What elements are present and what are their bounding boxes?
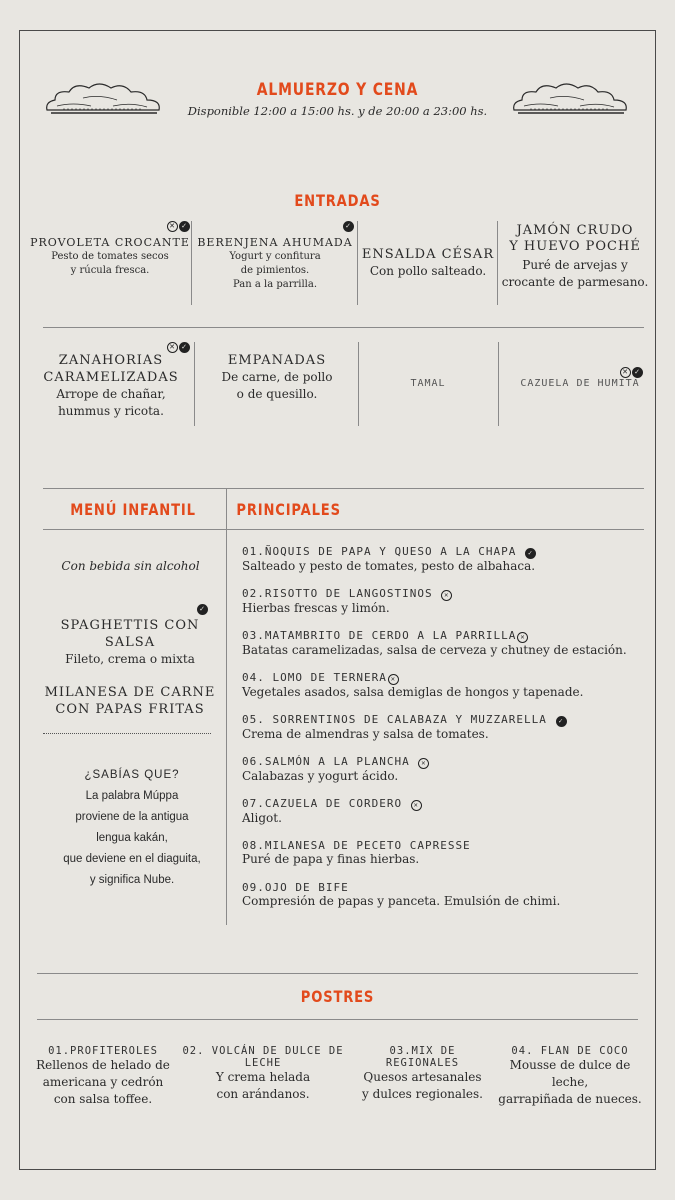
gluten-free-icon: ✕ [167,342,178,353]
vegetarian-icon: ✓ [525,548,536,559]
item-name: MILANESA DE PECETO CAPRESSE [264,839,471,852]
infantil-item-name: SPAGHETTIS CON SALSA [60,618,200,650]
entrada-desc: Con pollo salteado. [369,264,487,278]
infantil-title: MENÚ INFANTIL [70,500,196,519]
vegetarian-icon: ✓ [343,221,354,232]
vegetarian-icon: ✓ [632,367,643,378]
sabias-que [43,765,221,891]
principal-item [242,545,642,587]
principal-item [242,839,642,881]
item-desc: Vegetales asados, salsa demiglas de hongos y tapenade. [242,685,584,699]
item-name: SALMÓN A LA PLANCHA [264,755,410,768]
entrada-desc: de pimientos. [240,265,310,276]
entrada-desc: o de quesillo. [236,387,318,401]
sabias-title: ¿SABÍAS QUE? [84,769,180,781]
item-number: 03. [389,1045,412,1057]
entrada-desc: crocante de parmesano. [501,275,649,289]
entrada-name: BERENJENA AHUMADA [197,236,353,249]
principal-item [242,587,642,629]
infantil-item-name: MILANESA DE CARNE [44,685,216,700]
principales-list [242,545,642,923]
sabias-line: que deviene en el diaguita, [63,853,201,865]
vegetarian-icon: ✓ [179,342,190,353]
gluten-free-icon: ✕ [441,590,452,601]
principal-item [242,713,642,755]
principal-item [242,629,642,671]
item-name: ÑOQUIS DE PAPA Y QUESO A LA CHAPA [264,545,517,558]
postre-item [495,1045,645,1108]
item-desc: con arándanos. [216,1087,310,1101]
item-number: 03. [242,629,265,642]
item-desc: Compresión de papas y panceta. Emulsión de chimi. [242,894,561,908]
cloud-left-icon [43,80,165,118]
entrada-empanadas [198,352,356,403]
page-title: ALMUERZO Y CENA [256,80,419,100]
cloud-right-icon [510,80,632,118]
entrada-desc: De carne, de pollo [221,370,333,384]
postre-item [33,1045,173,1108]
item-desc: americana y cedrón [42,1075,164,1089]
item-number: 01. [48,1045,71,1057]
item-number: 05. [242,713,265,726]
item-number: 07. [242,797,265,810]
item-number: 08. [242,839,265,852]
item-name: MATAMBRITO DE CERDO A LA PARRILLA [264,629,517,642]
divider [43,488,644,489]
postres-title: POSTRES [300,987,375,1006]
divider [37,1019,638,1020]
dotted-divider [43,733,211,734]
diet-icons [166,220,190,232]
infantil-item-desc: Fileto, crema o mixta [65,652,195,666]
divider [194,342,195,426]
diet-icons [166,341,190,353]
principal-item [242,671,642,713]
entrada-tamal: TAMAL [410,378,446,389]
divider [37,973,638,974]
entrada-name: ENSALDA CÉSAR [361,247,495,262]
infantil-milanesa [35,684,225,718]
divider [226,488,227,925]
principal-item [242,797,642,839]
header [160,80,515,118]
sabias-line: La palabra Múppa [85,790,179,802]
item-desc: Aligot. [242,811,282,825]
entrada-desc: Pesto de tomates secos [51,251,169,262]
item-desc: Hierbas frescas y limón. [242,601,390,615]
item-desc: Rellenos de helado de [36,1058,170,1072]
item-desc: Calabazas y yogurt ácido. [242,769,399,783]
divider [498,342,499,426]
item-number: 09. [242,881,265,894]
entrada-name: EMPANADAS [227,353,327,368]
entrada-name: PROVOLETA CROCANTE [30,236,190,249]
vegetarian-icon: ✓ [556,716,567,727]
entrada-desc: hummus y ricota. [58,404,164,418]
entradas-title: ENTRADAS [294,191,381,210]
sabias-line: y significa Nube. [89,874,175,886]
entrada-provoleta [30,236,190,278]
item-desc: Puré de papa y finas hierbas. [242,852,420,866]
gluten-free-icon: ✕ [517,632,528,643]
entrada-desc: Puré de arvejas y [522,258,628,272]
entrada-desc: Pan a la parrilla. [233,279,317,290]
entrada-desc: Arrope de chañar, [56,387,166,401]
entrada-name: ZANAHORIAS [58,353,164,368]
item-desc: Salteado y pesto de tomates, pesto de albahaca. [242,559,536,573]
item-desc: Batatas caramelizadas, salsa de cerveza y chutney de estación. [242,643,627,657]
divider [43,529,644,530]
infantil-spaghettis [35,617,225,668]
gluten-free-icon: ✕ [167,221,178,232]
entrada-desc: y rúcula fresca. [70,265,150,276]
divider [497,221,498,305]
divider [43,327,644,328]
gluten-free-icon: ✕ [620,367,631,378]
item-number: 04. [242,671,265,684]
vegetarian-icon: ✓ [197,604,208,615]
item-name: OJO DE BIFE [264,881,349,894]
entrada-berenjena [196,236,354,292]
vegetarian-icon: ✓ [179,221,190,232]
divider [191,221,192,305]
item-number: 02. [242,587,265,600]
entrada-name: CARAMELIZADAS [43,370,179,385]
sabias-line: lengua kakán, [96,832,168,844]
entrada-humita: CAZUELA DE HUMITA [520,378,640,389]
item-desc: garrapiñada de nueces. [498,1092,642,1106]
infantil-note: Con bebida sin alcohol [61,559,200,573]
postre-item [178,1045,348,1103]
gluten-free-icon: ✕ [388,674,399,685]
postre-item [355,1045,490,1103]
diet-icons [196,603,208,615]
item-name: PROFITEROLES [70,1045,158,1057]
item-name: LOMO DE TERNERA [272,671,387,684]
item-desc: Crema de almendras y salsa de tomates. [242,727,489,741]
gluten-free-icon: ✕ [411,800,422,811]
page-subtitle: Disponible 12:00 a 15:00 hs. y de 20:00 a 23:00 hs. [187,104,488,118]
entrada-name: JAMÓN CRUDO [516,223,634,238]
principales-title: PRINCIPALES [236,500,341,519]
principal-item [242,755,642,797]
item-name: MIX DE REGIONALES [385,1045,460,1069]
entrada-zanahorias [30,352,192,420]
divider [357,221,358,305]
item-name: FLAN DE COCO [540,1045,629,1057]
divider [358,342,359,426]
item-number: 02. [182,1045,205,1057]
item-desc: y dulces regionales. [361,1087,483,1101]
item-desc: con salsa toffee. [53,1092,153,1106]
item-desc: Quesos artesanales [363,1070,482,1084]
entrada-desc: Yogurt y confitura [229,251,321,262]
item-desc: Y crema helada [215,1070,311,1084]
item-number: 01. [242,545,265,558]
gluten-free-icon: ✕ [418,758,429,769]
sabias-line: proviene de la antigua [75,811,189,823]
item-name: VOLCÁN DE DULCE DE LECHE [211,1045,344,1069]
principal-item [242,881,642,923]
item-name: RISOTTO DE LANGOSTINOS [264,587,433,600]
entrada-cesar [360,247,496,279]
item-name: SORRENTINOS DE CALABAZA Y MUZZARELLA [272,713,547,726]
entrada-jamon [500,223,650,291]
item-number: 06. [242,755,265,768]
infantil-item-name: CON PAPAS FRITAS [55,702,205,717]
item-number: 04. [511,1045,534,1057]
item-name: CAZUELA DE CORDERO [264,797,403,810]
diet-icons [342,220,354,232]
item-desc: Mousse de dulce de leche, [509,1058,631,1089]
entrada-name: Y HUEVO POCHÉ [509,239,641,254]
diet-icons [619,366,643,378]
